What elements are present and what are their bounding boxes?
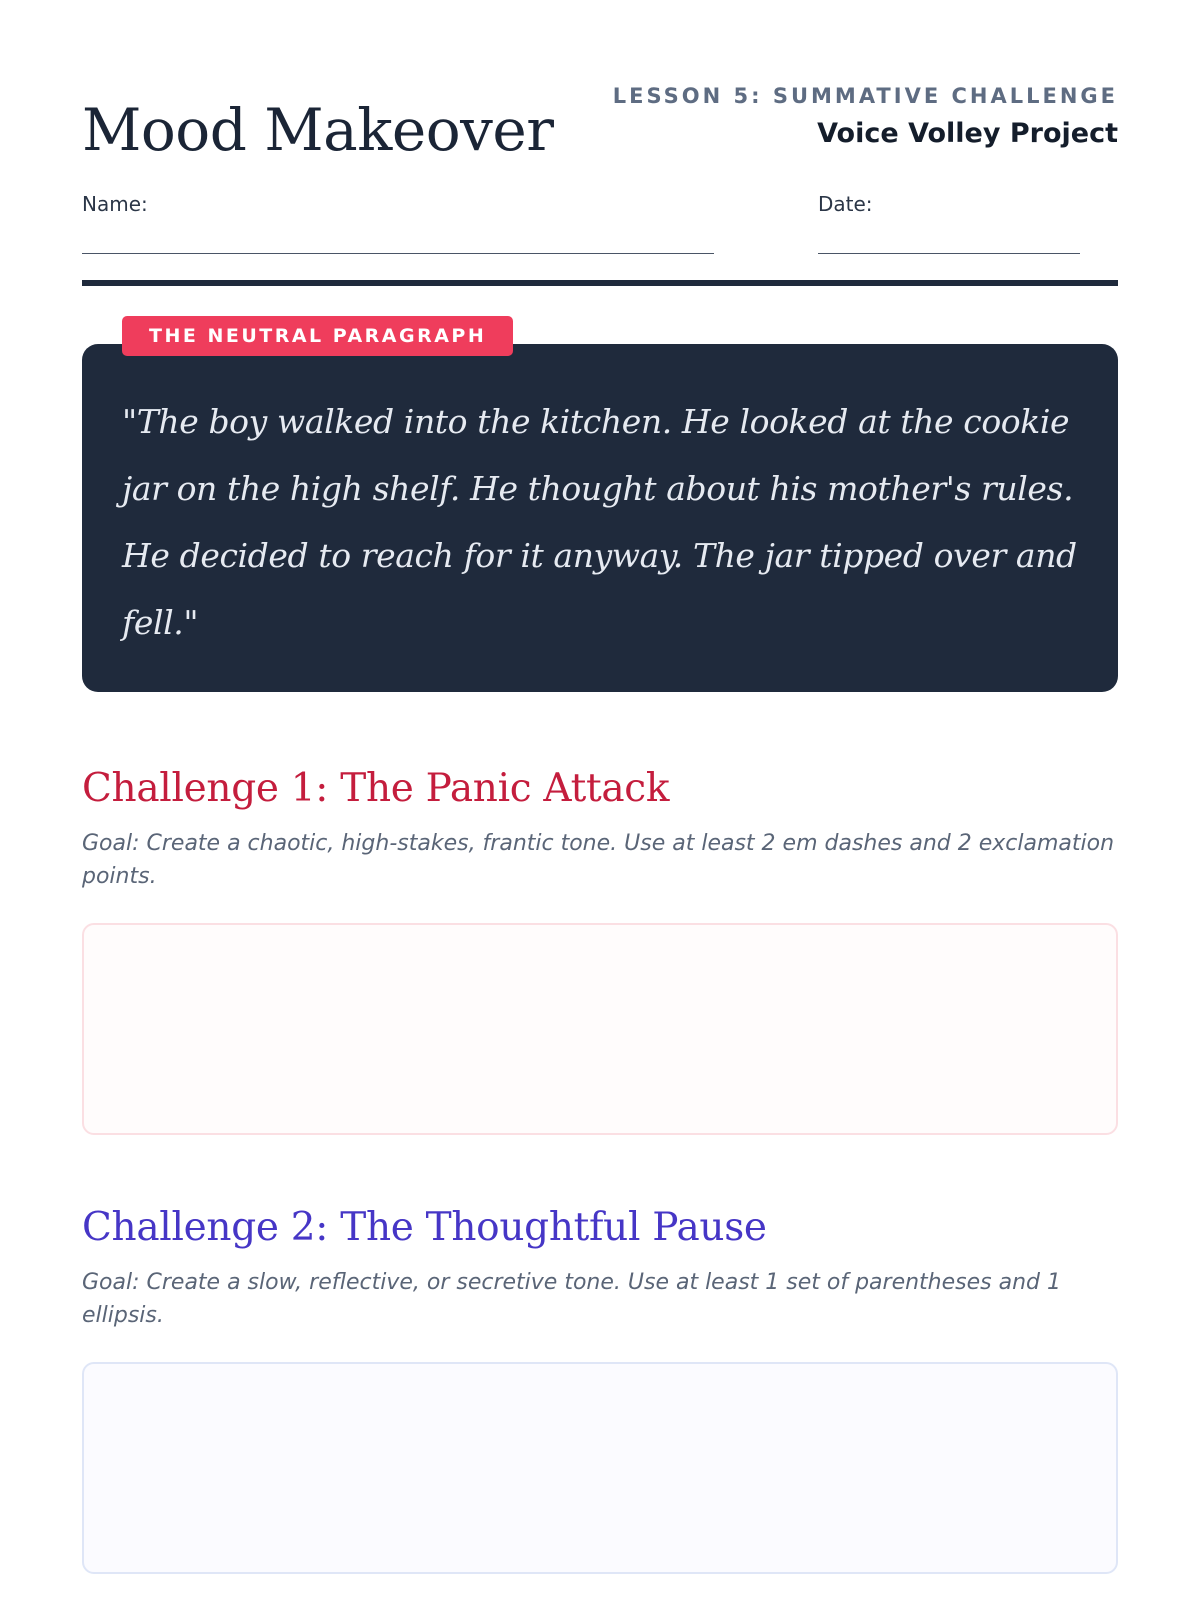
challenge-1: [82, 766, 1118, 1135]
worksheet-header: [82, 0, 1118, 286]
date-label: Date:: [818, 192, 873, 216]
neutral-paragraph-text: "The boy walked into the kitchen. He looked at the cookie jar on the high shelf. He thought about his mother's rules. He decided to reach for it anyway. The jar tipped over and fell.": [122, 402, 1077, 642]
name-line[interactable]: [82, 230, 714, 254]
name-field: [82, 192, 714, 254]
name-label: Name:: [82, 192, 148, 216]
date-line[interactable]: [818, 230, 1080, 254]
challenge-2: [82, 1205, 1118, 1574]
neutral-paragraph-box: [82, 344, 1118, 692]
page-title: Mood Makeover: [82, 96, 554, 164]
challenge-2-answer-box[interactable]: [82, 1362, 1118, 1574]
lesson-info: [613, 84, 1118, 149]
challenge-1-answer-box[interactable]: [82, 923, 1118, 1135]
header-divider: [82, 280, 1118, 286]
neutral-paragraph-section: [82, 325, 1118, 692]
neutral-paragraph-tag: THE NEUTRAL PARAGRAPH: [122, 316, 513, 356]
project-name: Voice Volley Project: [817, 118, 1118, 149]
challenge-2-title: Challenge 2: The Thoughtful Pause: [82, 1205, 767, 1250]
date-field: [818, 192, 1080, 254]
lesson-label: LESSON 5: SUMMATIVE CHALLENGE: [612, 84, 1118, 108]
challenge-1-title: Challenge 1: The Panic Attack: [82, 766, 670, 811]
challenge-1-goal: Goal: Create a chaotic, high-stakes, frantic tone. Use at least 2 em dashes and 2 exclamation points.: [82, 831, 1115, 889]
challenge-2-goal: Goal: Create a slow, reflective, or secretive tone. Use at least 1 set of parentheses and 1 ellipsis.: [82, 1270, 1061, 1328]
